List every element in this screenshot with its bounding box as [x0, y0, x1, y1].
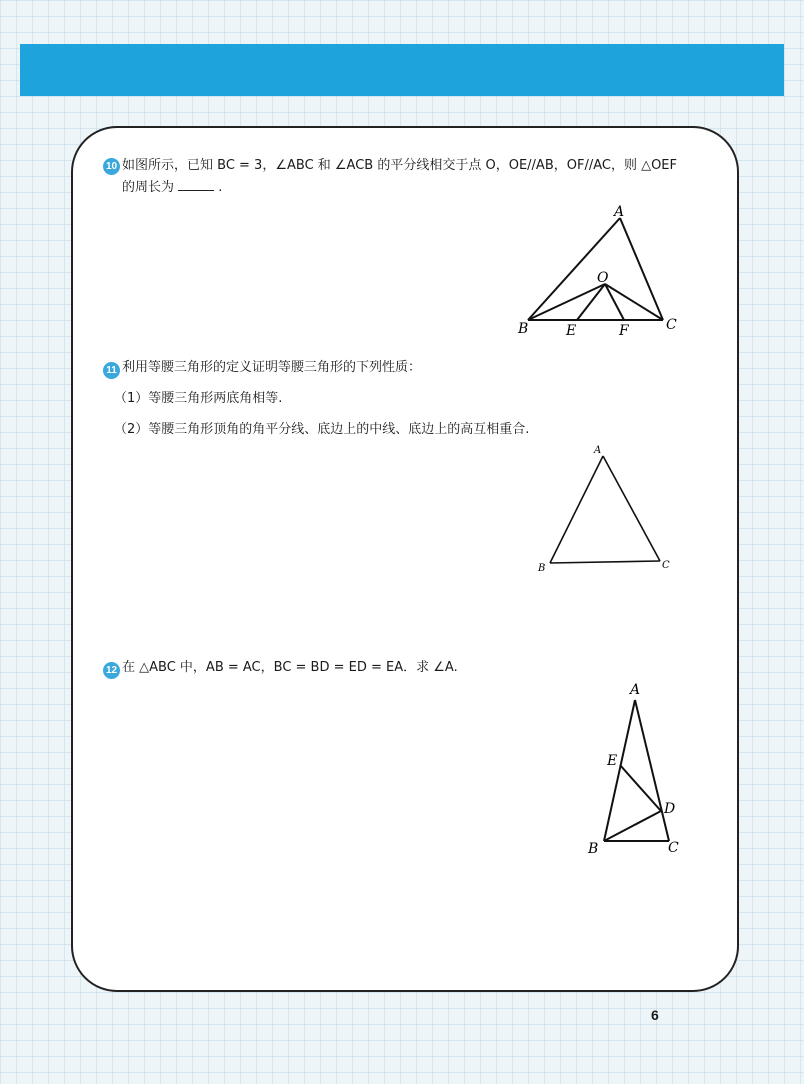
question-part-1: （1）等腰三角形两底角相等. — [114, 391, 283, 406]
label-c: C — [666, 317, 677, 333]
figure-q11 — [530, 440, 680, 580]
answer-blank[interactable] — [178, 178, 214, 191]
question-number-badge: 11 — [103, 362, 120, 379]
page-number: 6 — [651, 1007, 659, 1023]
label-a: A — [630, 682, 641, 698]
figure-q11-svg — [530, 440, 680, 580]
label-a: A — [614, 204, 625, 220]
label-d: D — [664, 801, 676, 817]
segment-bo — [528, 284, 605, 320]
label-o: O — [597, 270, 609, 286]
segment-ab — [604, 700, 635, 841]
segment-ac — [603, 456, 660, 561]
question-part-2: （2）等腰三角形顶角的角平分线、底边上的中线、底边上的高互相重合. — [114, 422, 530, 437]
question-number-badge: 12 — [103, 662, 120, 679]
segment-ac — [635, 700, 669, 841]
label-e: E — [566, 323, 577, 339]
label-f: F — [619, 323, 629, 339]
segment-ab — [528, 218, 620, 320]
segment-bd — [604, 811, 661, 841]
label-e: E — [607, 753, 618, 769]
question-text: 在 △ABC 中，AB = AC，BC = BD = ED = EA．求 ∠A. — [122, 660, 458, 675]
label-b: B — [538, 563, 546, 574]
label-b: B — [518, 321, 529, 337]
segment-bc — [550, 561, 660, 563]
figure-q10-svg — [510, 200, 690, 345]
segment-ed — [620, 765, 661, 811]
question-text: 如图所示，已知 BC = 3，∠ABC 和 ∠ACB 的平分线相交于点 O，OE//AB，OF//AC，则 △OEF — [122, 158, 678, 173]
segment-ab — [550, 456, 603, 563]
figure-q12-svg — [580, 675, 690, 860]
segment-oe — [577, 284, 605, 320]
figure-q10 — [510, 200, 690, 345]
label-c: C — [662, 560, 670, 571]
label-a: A — [594, 445, 602, 456]
figure-q12 — [580, 675, 690, 860]
question-number-badge: 10 — [103, 158, 120, 175]
label-c: C — [668, 840, 679, 856]
segment-ac — [620, 218, 663, 320]
label-b: B — [588, 841, 599, 857]
question-text-line2: 的周长为 . — [122, 180, 223, 195]
header-bar — [20, 44, 784, 96]
question-text: 利用等腰三角形的定义证明等腰三角形的下列性质： — [122, 360, 422, 375]
